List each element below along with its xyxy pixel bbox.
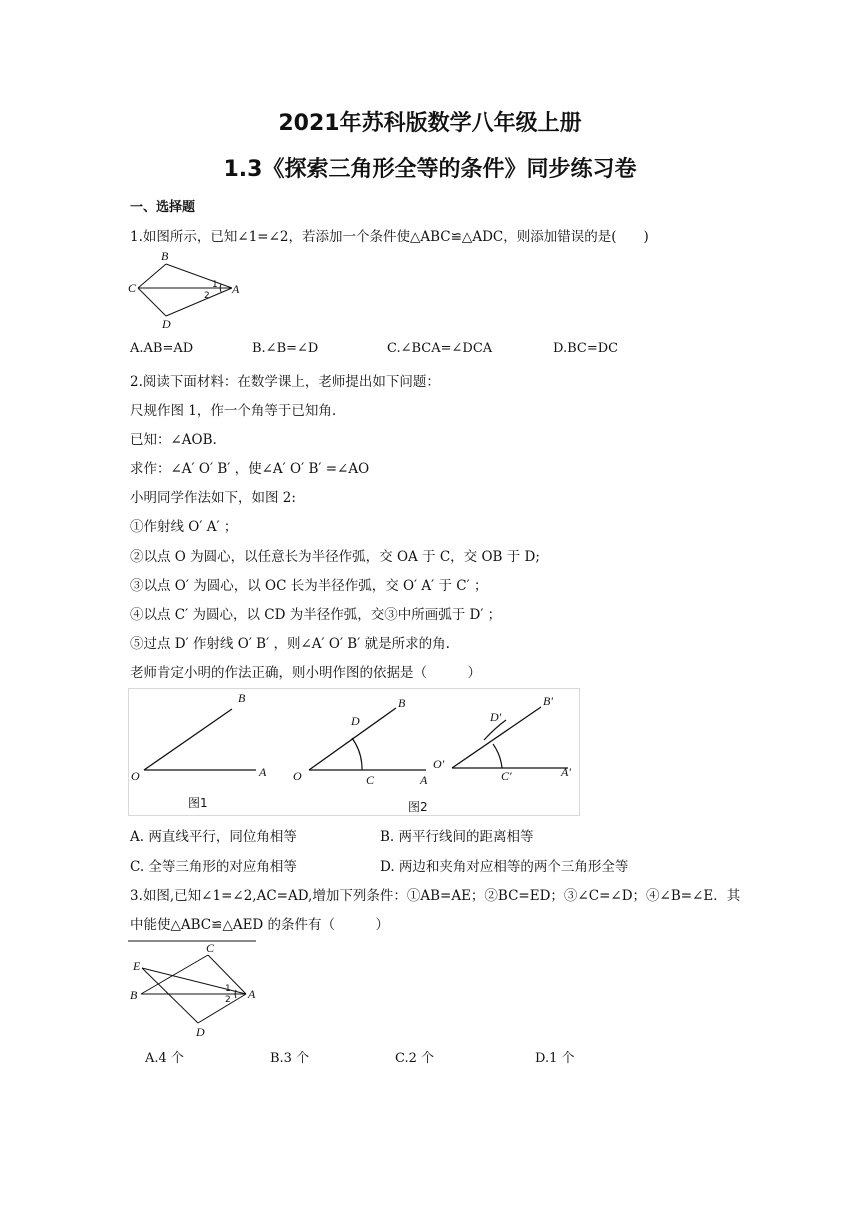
q2-fig3-label-a: A′ <box>561 765 571 779</box>
q3-label-b: B <box>130 988 138 1002</box>
q2-fig2-caption: 图2 <box>408 800 428 814</box>
q2-fig3-label-o: O′ <box>433 757 445 771</box>
q2-line-6: ①作射线 O′ A′ ； <box>130 519 238 535</box>
q3-angle1: 1 <box>225 984 231 994</box>
q2-fig1-caption: 图1 <box>188 796 208 810</box>
q2-figure <box>128 688 580 816</box>
q3-label-a: A <box>248 987 256 1001</box>
q2-fig3-label-c: C′ <box>501 769 512 783</box>
q3-option-a[interactable]: A.4 个 <box>145 1051 184 1066</box>
q2-line-11: 老师肯定小明的作法正确，则小明作图的依据是（ ） <box>130 665 481 681</box>
q2-line-10: ⑤过点 D′ 作射线 O′ B′ ，则∠A′ O′ B′ 就是所求的角. <box>130 636 450 652</box>
q1-option-c[interactable]: C.∠BCA=∠DCA <box>387 341 493 356</box>
q3-label-c: C <box>206 941 215 955</box>
q2-option-b[interactable]: B. 两平行线间的距离相等 <box>380 829 534 845</box>
q3-figure <box>128 938 258 1038</box>
q1-stem: 1.如图所示，已知∠1=∠2，若添加一个条件使△ABC≌△ADC，则添加错误的是( ) <box>130 229 649 245</box>
q2-line-8: ③以点 O′ 为圆心，以 OC 长为半径作弧，交 O′ A′ 于 C′ ； <box>130 578 488 594</box>
q2-fig1-label-o: O <box>131 769 140 783</box>
q2-line-7: ②以点 O 为圆心，以任意长为半径作弧，交 OA 于 C，交 OB 于 D; <box>130 549 540 565</box>
document-title: 2021年苏科版数学八年级上册 <box>278 111 582 136</box>
q2-fig1-label-a: A <box>259 765 267 779</box>
q2-option-a[interactable]: A. 两直线平行，同位角相等 <box>130 829 297 845</box>
q2-fig2-label-c: C <box>366 773 375 787</box>
q3-option-c[interactable]: C.2 个 <box>395 1051 435 1066</box>
q1-figure <box>128 248 240 332</box>
q2-fig2-label-d: D <box>351 714 360 728</box>
q1-label-b: B <box>161 249 169 263</box>
q1-option-a[interactable]: A.AB=AD <box>130 341 194 356</box>
q1-label-d: D <box>162 317 171 331</box>
q3-label-e: E <box>133 959 141 973</box>
section-heading: 一、选择题 <box>130 200 196 215</box>
q1-angle1: 1 <box>212 280 218 290</box>
q3-stem-line-1: 3.如图,已知∠1=∠2,AC=AD,增加下列条件：①AB=AE；②BC=ED；③∠C=∠D；④∠B=∠E．其 <box>130 888 741 904</box>
q3-option-b[interactable]: B.3 个 <box>270 1051 310 1066</box>
q2-line-4: 求作：∠A′ O′ B′ ，使∠A′ O′ B′ =∠AO <box>130 461 370 477</box>
q2-line-9: ④以点 C′ 为圆心，以 CD 为半径作弧，交③中所画弧于 D′ ； <box>130 607 502 623</box>
document-subtitle: 1.3《探索三角形全等的条件》同步练习卷 <box>223 157 637 182</box>
q1-angle2: 2 <box>204 291 210 301</box>
q2-fig2-label-b: B <box>398 696 406 710</box>
q1-label-a: A <box>232 282 240 296</box>
q2-fig3-label-b: B′ <box>543 694 553 708</box>
q2-fig2-label-o: O <box>293 769 302 783</box>
q2-fig2-label-a: A <box>420 773 428 787</box>
q1-option-b[interactable]: B.∠B=∠D <box>252 341 319 356</box>
q2-line-5: 小明同学作法如下，如图 2: <box>130 490 296 506</box>
q2-line-1: 2.阅读下面材料：在数学课上，老师提出如下问题： <box>130 374 440 390</box>
q2-fig1-label-b: B <box>238 691 246 705</box>
q3-option-d[interactable]: D.1 个 <box>535 1051 575 1066</box>
q3-stem-line-2: 中能使△ABC≌△AED 的条件有（ ） <box>130 917 390 933</box>
q3-angle2: 2 <box>225 995 231 1005</box>
q1-option-d[interactable]: D.BC=DC <box>553 341 619 356</box>
q1-label-c: C <box>128 281 137 295</box>
q2-line-2: 尺规作图 1，作一个角等于已知角. <box>130 403 337 419</box>
q2-fig3-label-d: D′ <box>490 710 502 724</box>
q3-label-d: D <box>196 1025 205 1038</box>
q2-option-c[interactable]: C. 全等三角形的对应角相等 <box>130 859 297 875</box>
q2-option-d[interactable]: D. 两边和夹角对应相等的两个三角形全等 <box>380 859 629 875</box>
q2-line-3: 已知：∠AOB. <box>130 432 217 448</box>
